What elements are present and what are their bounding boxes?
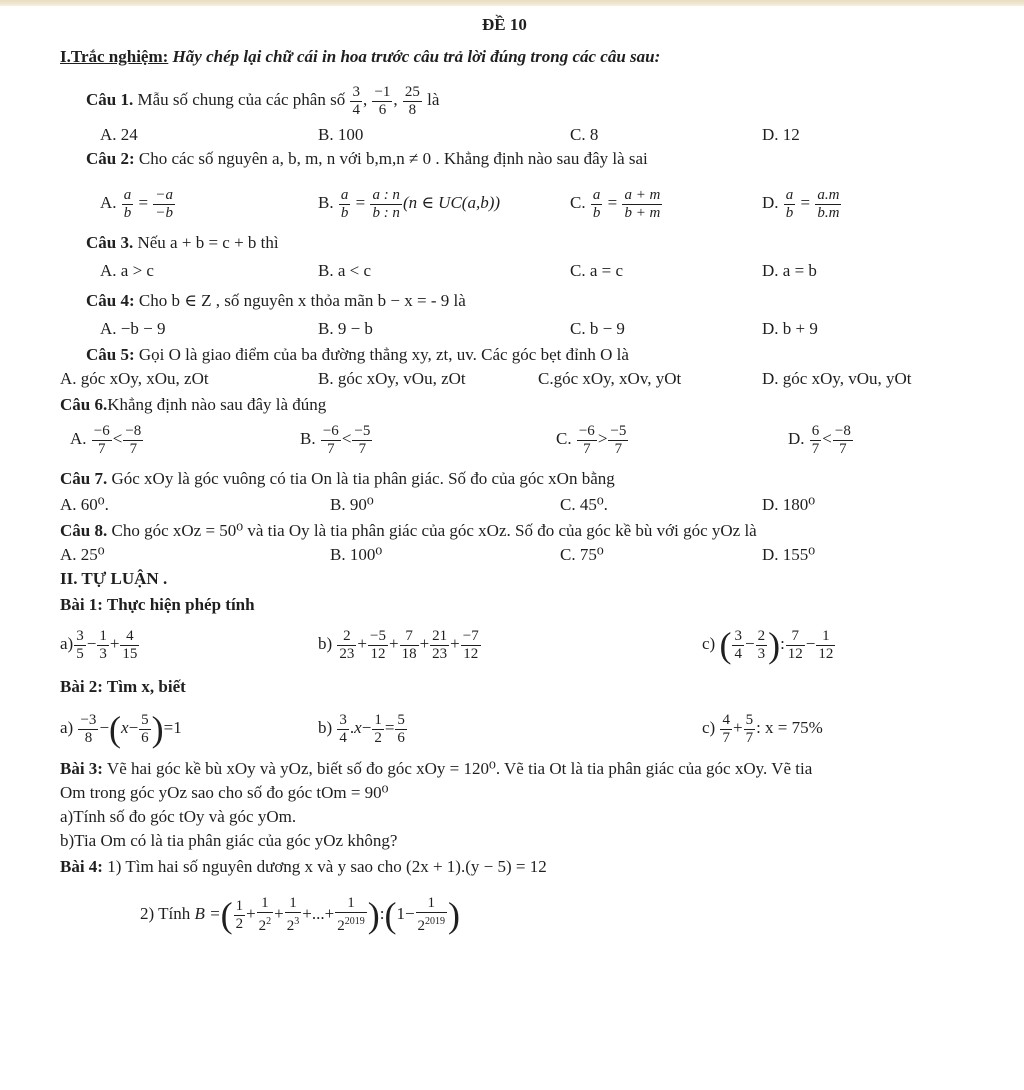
page-title: ĐỀ 10	[482, 15, 527, 34]
bai1-c: c) ( $\frac{3}{4}$ − $\frac{2}{3}$ ): $\frac{7}{12}$ − $\frac{1}{12}$	[702, 625, 834, 666]
bai3-part-a: a)Tính số đo góc tOy và góc yOm.	[60, 807, 297, 826]
q8-option-b: B. 100⁰	[330, 545, 383, 564]
question-3: Câu 3. Nếu a + b = c + b thì	[86, 233, 279, 252]
q3-option-d: D. a = b	[762, 261, 817, 280]
q4-option-b: B. 9 − b	[318, 319, 373, 338]
question-2: Câu 2: Cho các số nguyên a, b, m, n với b,m,n ≠ 0 . Khẳng định nào sau đây là sai	[86, 149, 648, 168]
q5-option-d: D. góc xOy, vOu, yOt	[762, 369, 912, 388]
q6-option-c: C. $\frac{-6}{7}$ > $\frac{-5}{7}$	[556, 422, 627, 457]
q6-option-d: D. $\frac{6}{7}$ < $\frac{-8}{7}$	[788, 422, 851, 457]
q4-option-c: C. b − 9	[570, 319, 625, 338]
q2-option-b: B. $\frac{a}{b}$ = $\frac{a : n}{b : n}$ (n ∈ UC(a,b))	[318, 186, 501, 221]
bai2-b: b) $\frac{3}{4}$ .x− $\frac{1}{2}$ = $\frac{5}{6}$	[318, 711, 405, 746]
q3-option-c: C. a = c	[570, 261, 624, 280]
q7-option-a: A. 60⁰.	[60, 495, 109, 514]
q1-option-c: C. 8	[570, 125, 599, 144]
q3-option-b: B. a < c	[318, 261, 372, 280]
q4-option-d: D. b + 9	[762, 319, 818, 338]
question-1: Câu 1. Mẫu số chung của các phân số $\frac{3}{4}$ , $\frac{-1}{6}$ , $\frac{25}{8}$ là	[86, 83, 440, 118]
q1-option-d: D. 12	[762, 125, 800, 144]
bai4-part1: Bài 4: 1) Tìm hai số nguyên dương x và y sao cho (2x + 1).(y − 5) = 12	[60, 857, 547, 876]
question-6: Câu 6.Khẳng định nào sau đây là đúng	[60, 395, 327, 414]
bai3-line2: Om trong góc yOz sao cho số đo góc tOm = 90⁰	[60, 783, 389, 802]
bai2-c: c) $\frac{4}{7}$ + $\frac{5}{7}$ : x = 75%	[702, 711, 823, 746]
q7-option-d: D. 180⁰	[762, 495, 816, 514]
q6-option-a: A. $\frac{-6}{7}$ < $\frac{-8}{7}$	[70, 422, 142, 457]
q2-option-a: A. $\frac{a}{b}$ = $\frac{-a}{-b}$	[100, 186, 173, 221]
bai3-part-b: b)Tia Om có là tia phân giác của góc yOz không?	[60, 831, 398, 850]
bai3-line1: Bài 3: Vẽ hai góc kề bù xOy và yOz, biết số đo góc xOy = 120⁰. Vẽ tia Ot là tia phân giác của góc xOy. Vẽ tia	[60, 759, 813, 778]
bai2-a: a) $\frac{-3}{8}$ −(x− $\frac{5}{6}$ )=1	[60, 709, 182, 750]
q8-option-c: C. 75⁰	[560, 545, 604, 564]
q8-option-a: A. 25⁰	[60, 545, 105, 564]
q5-option-a: A. góc xOy, xOu, zOt	[60, 369, 209, 388]
q5-option-c: C.góc xOy, xOv, yOt	[538, 369, 682, 388]
q2-option-c: C. $\frac{a}{b}$ = $\frac{a + m}{b + m}$	[570, 186, 661, 221]
q8-option-d: D. 155⁰	[762, 545, 816, 564]
q7-option-c: C. 45⁰.	[560, 495, 608, 514]
question-7: Câu 7. Góc xOy là góc vuông có tia On là tia phân giác. Số đo của góc xOn bằng	[60, 469, 615, 488]
section2-heading: II. TỰ LUẬN .	[60, 569, 168, 588]
q6-option-b: B. $\frac{-6}{7}$ < $\frac{-5}{7}$	[300, 422, 371, 457]
bai1-b: b) $\frac{2}{23}$ + $\frac{-5}{12}$ + $\frac{7}{18}$ + $\frac{21}{23}$ + $\frac{-7}{12}$	[318, 627, 479, 662]
q1-option-a: A. 24	[100, 125, 138, 144]
q7-option-b: B. 90⁰	[330, 495, 374, 514]
question-4: Câu 4: Cho b ∈ Z , số nguyên x thỏa mãn b − x = - 9 là	[86, 291, 466, 310]
section1-heading: I.Trắc nghiệm: Hãy chép lại chữ cái in hoa trước câu trả lời đúng trong các câu sau:	[60, 47, 661, 66]
question-5: Câu 5: Gọi O là giao điểm của ba đường thẳng xy, zt, uv. Các góc bẹt đỉnh O là	[86, 345, 629, 364]
page-top-edge	[0, 0, 1024, 6]
q1-option-b: B. 100	[318, 125, 364, 144]
question-8: Câu 8. Cho góc xOz = 50⁰ và tia Oy là tia phân giác của góc xOz. Số đo của góc kề bù với góc yOz là	[60, 521, 757, 540]
bai1-heading: Bài 1: Thực hiện phép tính	[60, 595, 255, 614]
bai2-heading: Bài 2: Tìm x, biết	[60, 677, 186, 696]
q4-option-a: A. −b − 9	[100, 319, 166, 338]
q5-option-b: B. góc xOy, vOu, zOt	[318, 369, 466, 388]
bai4-part2: 2) Tính B =( $\frac{1}{2}$ + $\frac{1}{2^2}$ + $\frac{1}{2^3}$ +...+ $\frac{1}{2^{2019}}$ ):(1− $\frac{1}{2^{2019}}$ )	[140, 895, 461, 936]
q2-option-d: D. $\frac{a}{b}$ = $\frac{a.m}{b.m}$	[762, 186, 840, 221]
bai1-a: a) $\frac{3}{5}$ − $\frac{1}{3}$ + $\frac{4}{15}$	[60, 627, 138, 662]
q3-option-a: A. a > c	[100, 261, 154, 280]
